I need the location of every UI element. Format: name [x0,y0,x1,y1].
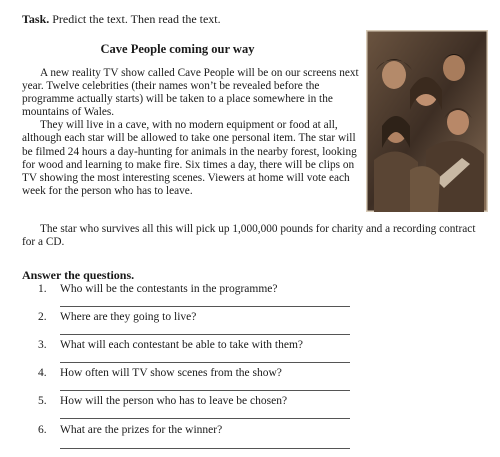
question-2: 2. Where are they going to live? [38,311,197,323]
question-1: 1. Who will be the contestants in the programme? [38,283,278,295]
questions-heading: Answer the questions. [22,268,135,282]
answer-line-1[interactable] [60,306,350,307]
article-paragraph-1: A new reality TV show called Cave People will be on our screens next year. Twelve celebrities (their names won’t be revealed before the programme actually starts) will be taken to a place somewhere in the mountains of Wales. [22,67,359,119]
answer-line-5[interactable] [60,418,350,419]
answer-line-2[interactable] [60,334,350,335]
question-5: 5. How will the person who has to leave be chosen? [38,395,288,407]
answer-line-4[interactable] [60,390,350,391]
cave-people-illustration [366,30,488,212]
article-title: Cave People coming our way [100,42,255,56]
article-body [22,67,362,198]
answer-line-3[interactable] [60,362,350,363]
cave-people-photo [366,30,488,212]
article-paragraph-3: The star who survives all this will pick up 1,000,000 pounds for charity and a recording contract for a CD. [22,223,476,249]
task-label: Task. [22,12,50,26]
question-6: 6. What are the prizes for the winner? [38,424,223,436]
task-text: Predict the text. Then read the text. [52,12,221,26]
question-3: 3. What will each contestant be able to take with them? [38,339,304,351]
answer-line-6[interactable] [60,448,350,449]
question-4: 4. How often will TV show scenes from the show? [38,367,282,379]
task-instruction [22,12,221,27]
article-paragraph-2: They will live in a cave, with no modern equipment or food at all, although each star will be allowed to take one personal item. The star will be filmed 24 hours a day-hunting for animals in the nearby forest, looking for wood and learning to make fire. Six times a day, there will be clips on TV showing the most interesting scenes. Viewers at home will vote each week for the person who has to leave. [22,119,357,197]
